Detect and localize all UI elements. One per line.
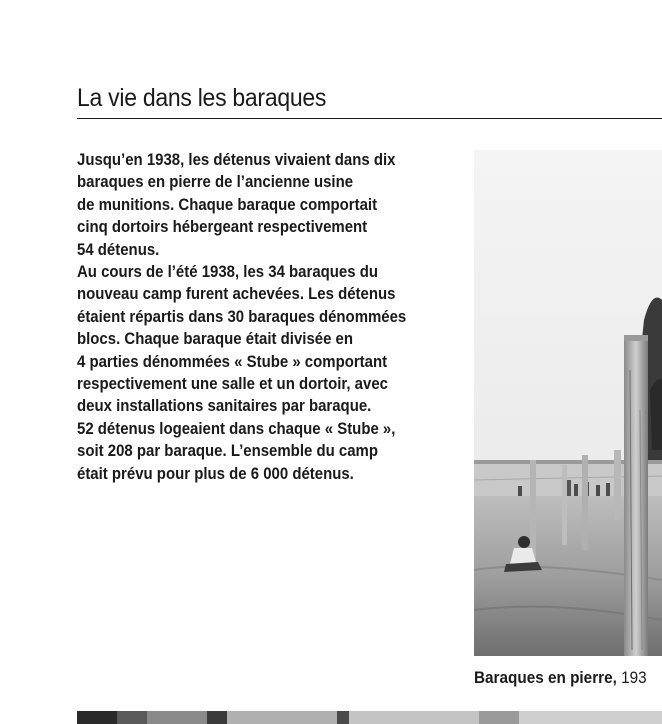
body-line: respectivement une salle et un dortoir, avec — [77, 374, 388, 394]
body-line: baraques en pierre de l’ancienne usine — [77, 172, 354, 192]
body-line: blocs. Chaque baraque était divisée en — [77, 329, 354, 349]
body-line: était prévu pour plus de 6 000 détenus. — [77, 463, 354, 483]
body-line: 54 détenus. — [77, 239, 160, 259]
barracks-photo-drawing — [474, 150, 662, 656]
caption-year-text: 193 — [616, 668, 647, 687]
body-line: de munitions. Chaque baraque comportait — [77, 194, 378, 214]
body-line: 52 détenus logeaient dans chaque « Stube », — [77, 418, 396, 438]
body-line: soit 208 par baraque. L’ensemble du camp — [77, 441, 378, 461]
title-divider — [77, 118, 662, 119]
body-paragraph — [77, 149, 447, 485]
bottom-photo-strip — [77, 711, 662, 724]
body-line: 4 parties dénommées « Stube » comportant — [77, 351, 388, 371]
body-line: étaient répartis dans 30 baraques dénommées — [77, 306, 407, 326]
body-line: nouveau camp furent achevées. Les détenus — [77, 284, 396, 304]
bottom-photo-drawing — [77, 711, 662, 724]
body-line: Au cours de l’été 1938, les 34 baraques du — [77, 262, 379, 282]
body-line: cinq dortoirs hébergeant respectivement — [77, 217, 368, 237]
caption-bold-text: Baraques en pierre, — [474, 668, 617, 687]
barracks-photo — [474, 150, 662, 656]
photo-caption — [474, 668, 647, 688]
section-title: La vie dans les baraques — [77, 84, 327, 112]
body-line: deux installations sanitaires par baraque. — [77, 396, 372, 416]
body-line: Jusqu’en 1938, les détenus vivaient dans dix — [77, 150, 396, 169]
